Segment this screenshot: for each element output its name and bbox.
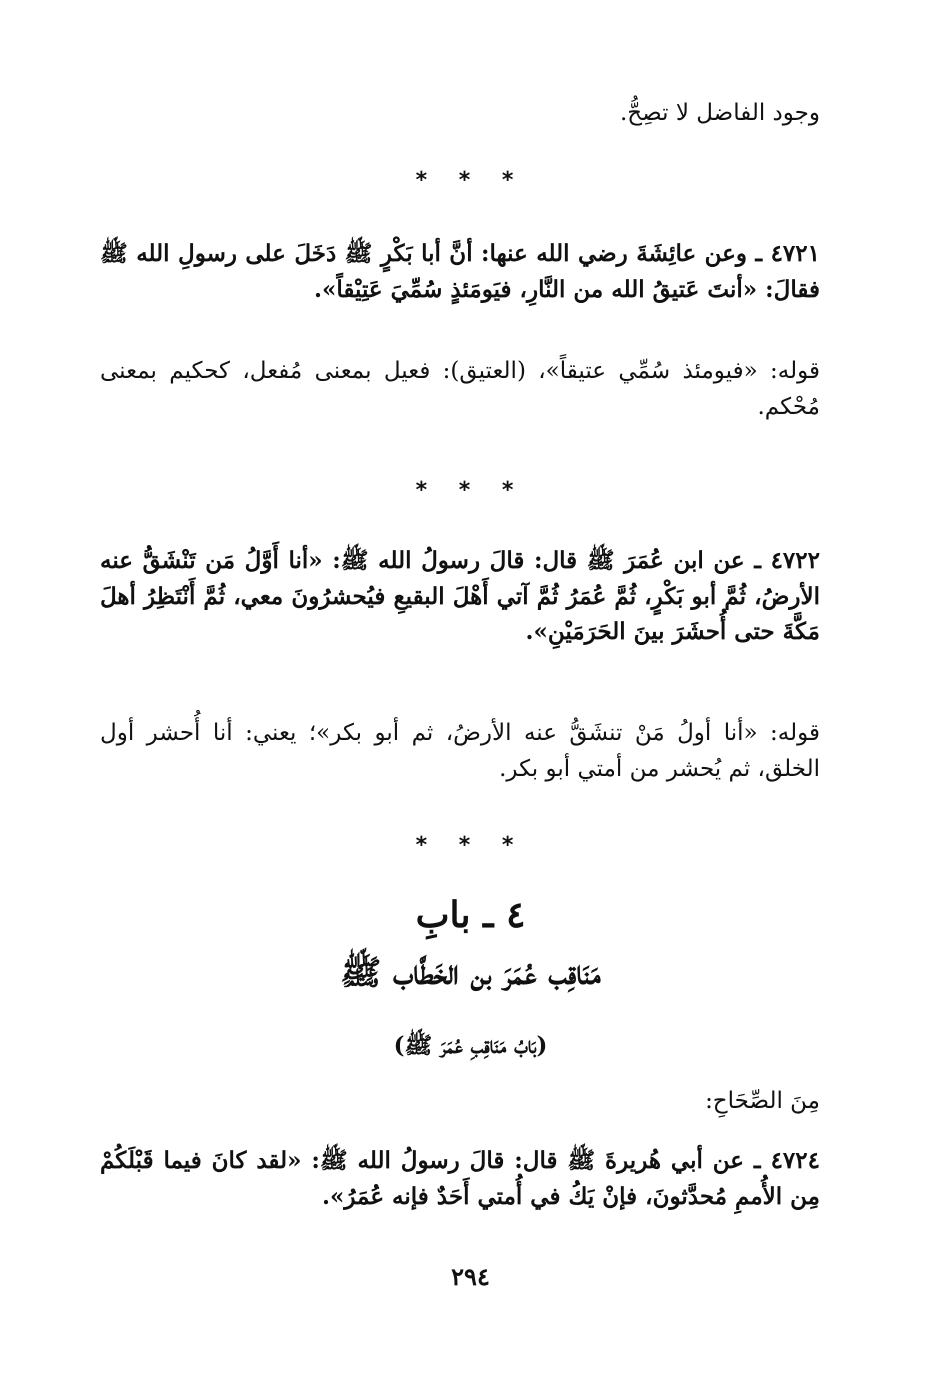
page-number: ٢٩٤ [451, 1262, 490, 1291]
chapter-subtitle: (بَابُ مَنَاقِبِ عُمَرَ ﷺ) [393, 1032, 548, 1059]
hadith-4724: ٤٧٢٤ ـ عن أبي هُريرةَ ﷺ قال: قالَ رسولُ الله ﷺ: «لقد كانَ فيما قَبْلَكُمْ مِن الأُممِ مُحدَّثونَ، فإنْ يَكُ في أُمتي أَحَدٌ فإنه عُمَرُ». [100, 1147, 820, 1210]
commentary-4722: قوله: «أنا أولُ مَنْ تنشَقُّ عنه الأرضُ، ثم أبو بكر»؛ يعني: أنا أُحشر أول الخلق، ثم يُحشر من أمتي أبو بكر. [100, 720, 820, 782]
section-separator-1: * * * [415, 168, 526, 193]
section-separator-3: * * * [415, 833, 526, 858]
chapter-number: ٤ ـ بابِ [415, 894, 526, 936]
commentary-4721: قوله: «فيومئذ سُمِّي عتيقاً»، (العتيق): فعيل بمعنى مُفعل، كحكيم بمعنى مُحْكم. [100, 358, 820, 420]
continuation-line: وجود الفاضل لا تصِحُّ. [620, 100, 820, 126]
section-label-sihah: مِنَ الصِّحَاحِ: [705, 1088, 820, 1114]
hadith-4722: ٤٧٢٢ ـ عن ابن عُمَرَ ﷺ قال: قالَ رسولُ الله ﷺ: «أنا أَوَّلُ مَن تَنْشَقُّ عنه الأرضُ، ثُمَّ أبو بَكْرٍ، ثُمَّ عُمَرُ ثُمَّ آتي أَهْلَ البقيعِ فيُحشرُونَ معي، ثُمَّ أَنْتَظِرُ أهلَ مَكَّةَ حتى أُحشَرَ بينَ الحَرَمَيْنِ». [100, 547, 820, 646]
hadith-4721: ٤٧٢١ ـ وعن عائِشَةَ رضي الله عنها: أنَّ أبا بَكْرٍ ﷺ دَخَلَ على رسولِ الله ﷺ فقالَ: «أنتَ عَتيقُ الله من النَّارِ، فيَومَئذٍ سُمِّيَ عَتِيْقاً». [100, 240, 820, 303]
chapter-title: مَنَاقِب عُمَرَ بن الخَطَّاب ﷺ [340, 953, 601, 993]
section-separator-2: * * * [415, 478, 526, 503]
